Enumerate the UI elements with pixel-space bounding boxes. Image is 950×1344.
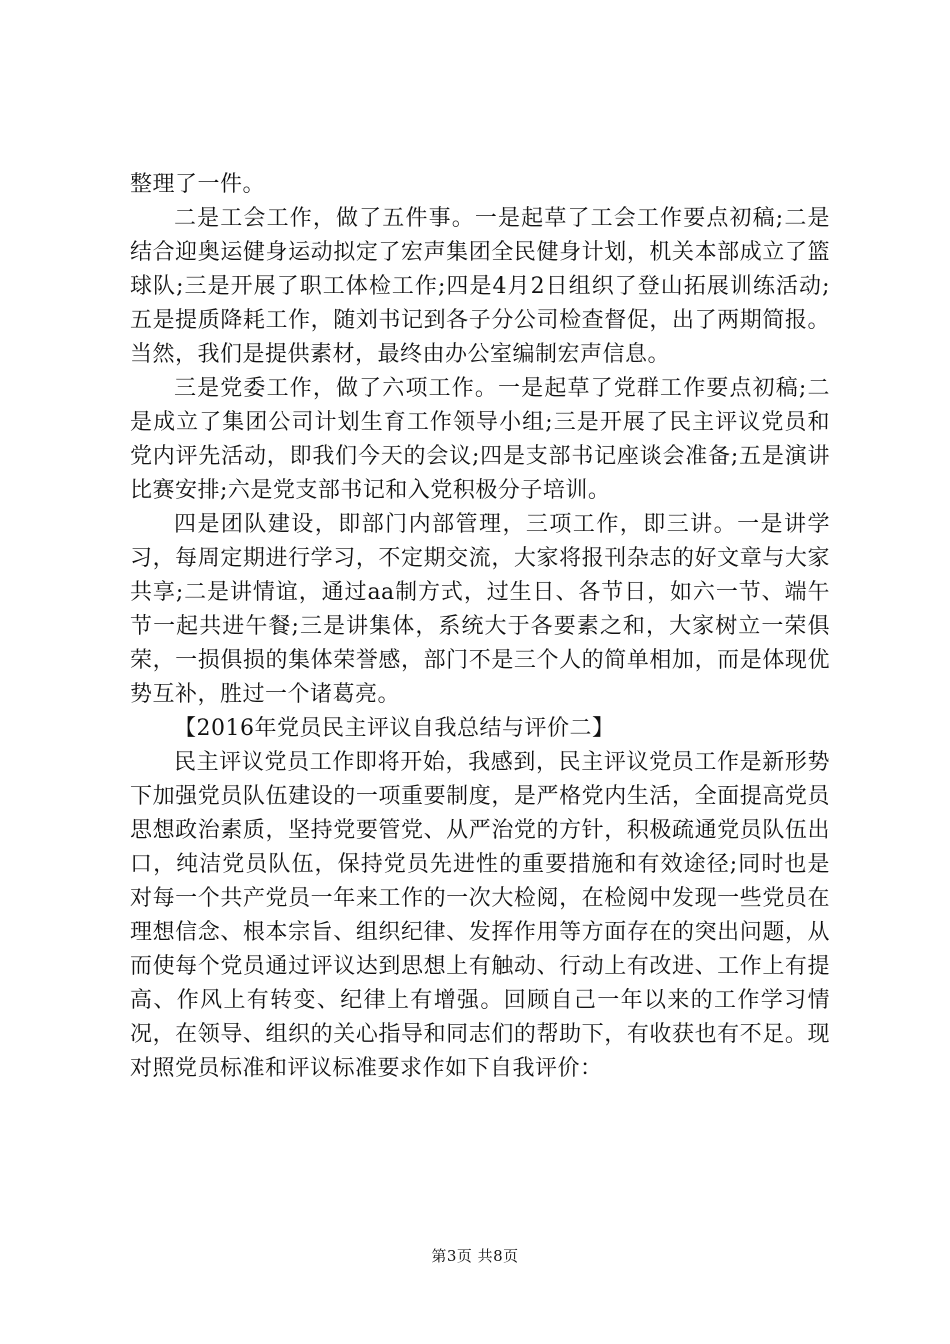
section-heading: 【2016年党员民主评议自我总结与评价二】	[174, 716, 615, 741]
paragraph-4: 四是团队建设，即部门内部管理，三项工作，即三讲。一是讲学习，每周定期进行学习，不定期交流，大家将报刊杂志的好文章与大家共享;二是讲情谊，通过aa制方式，过生日、各节日，如六一节、端午节一起共进午餐;三是讲集体，系统大于各要素之和，大家树立一荣俱荣，一损俱损的集体荣誉感，部门不是三个人的简单相加，而是体现优势互补，胜过一个诸葛亮。	[130, 512, 830, 707]
paragraph-3: 三是党委工作，做了六项工作。一是起草了党群工作要点初稿;二是成立了集团公司计划生育工作领导小组;三是开展了民主评议党员和党内评先活动，即我们今天的会议;四是支部书记座谈会准备;五是演讲比赛安排;六是党支部书记和入党积极分子培训。	[130, 376, 830, 503]
page-footer: 第3页 共8页	[431, 1247, 519, 1265]
paragraph-5: 民主评议党员工作即将开始，我感到，民主评议党员工作是新形势下加强党员队伍建设的一项重要制度，是严格党内生活，全面提高党员思想政治素质，坚持党要管党、从严治党的方针，积极疏通党员队伍出口，纯洁党员队伍，保持党员先进性的重要措施和有效途径;同时也是对每一个共产党员一年来工作的一次大检阅，在检阅中发现一些党员在理想信念、根本宗旨、组织纪律、发挥作用等方面存在的突出问题，从而使每个党员通过评议达到思想上有触动、行动上有改进、工作上有提高、作风上有转变、纪律上有增强。回顾自己一年以来的工作学习情况，在领导、组织的关心指导和同志们的帮助下，有收获也有不足。现对照党员标准和评议标准要求作如下自我评价：	[130, 750, 830, 1081]
paragraph-1: 整理了一件。	[130, 172, 266, 197]
document-body	[130, 168, 830, 1086]
paragraph-2: 二是工会工作，做了五件事。一是起草了工会工作要点初稿;二是结合迎奥运健身运动拟定了宏声集团全民健身计划，机关本部成立了篮球队;三是开展了职工体检工作;四是4月2日组织了登山拓展训练活动;五是提质降耗工作，随刘书记到各子分公司检查督促，出了两期简报。当然，我们是提供素材，最终由办公室编制宏声信息。	[130, 206, 830, 367]
